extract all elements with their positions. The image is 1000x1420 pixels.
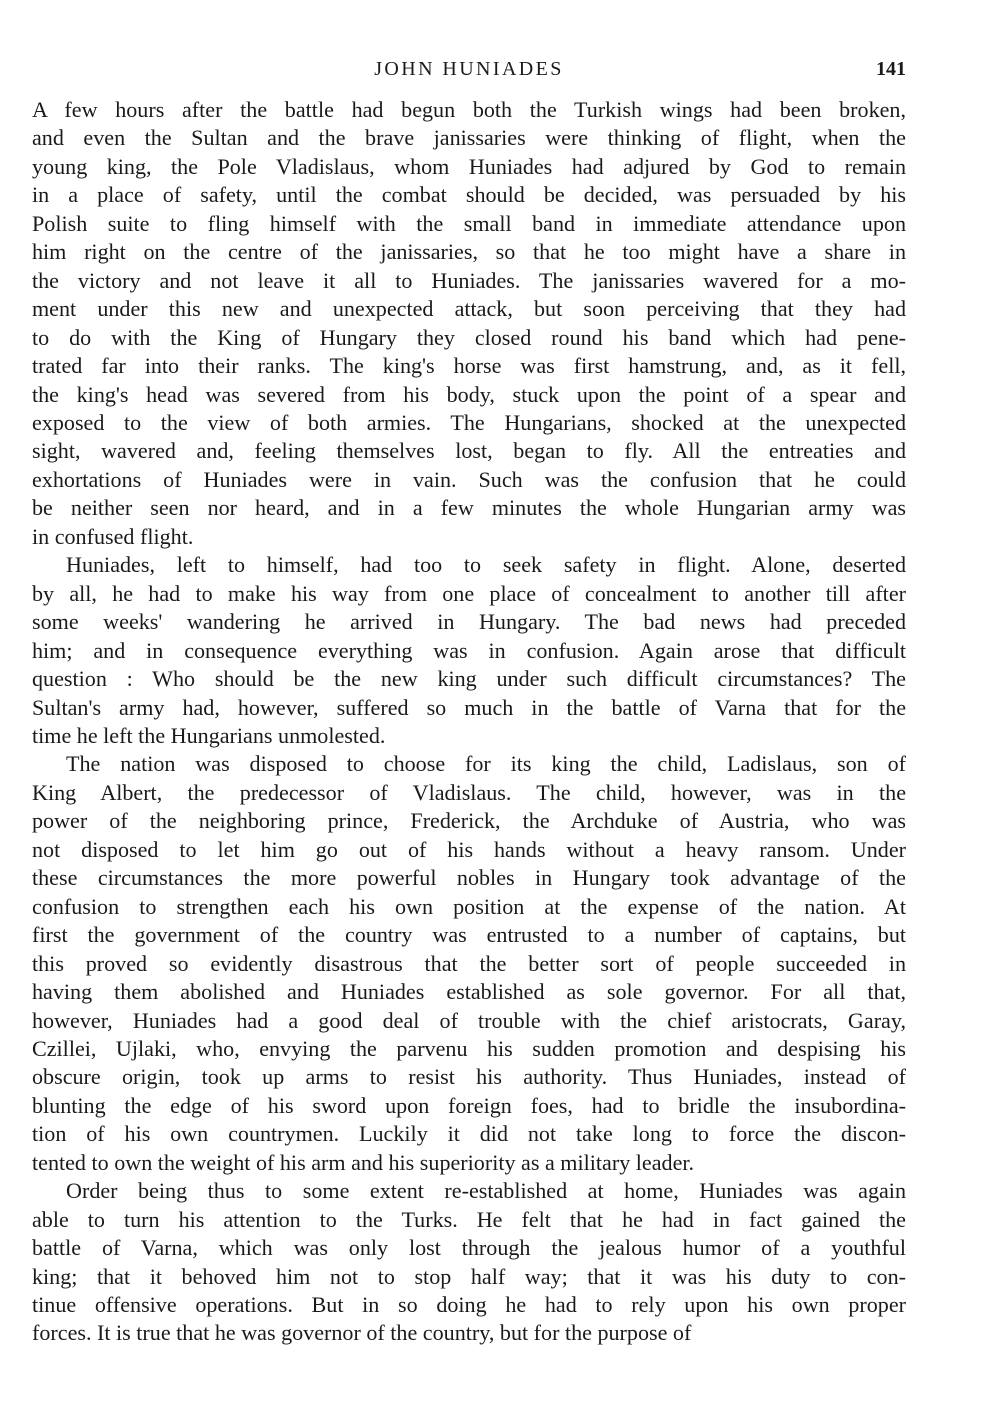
text-line: ment under this new and unexpected attack, but soon perceiving that they had: [32, 296, 906, 322]
text-line: the victory and not leave it all to Huniades. The janissaries wavered for a mo-: [32, 267, 906, 293]
text-line: him; and in consequence everything was in confusion. Again arose that difficult: [32, 637, 906, 663]
text-line: time he left the Hungarians unmolested.: [32, 722, 386, 748]
text-line: not disposed to let him go out of his hands without a heavy ransom. Under: [32, 836, 906, 862]
text-line: obscure origin, took up arms to resist his authority. Thus Huniades, instead of: [32, 1064, 906, 1090]
text-line: these circumstances the more powerful nobles in Hungary took advantage of the: [32, 865, 906, 891]
text-line: however, Huniades had a good deal of trouble with the chief aristocrats, Garay,: [32, 1007, 906, 1033]
text-line: him right on the centre of the janissaries, so that he too might have a share in: [32, 239, 906, 265]
text-line: the king's head was severed from his body, stuck upon the point of a spear and: [32, 381, 906, 407]
page-number: 141: [876, 58, 906, 80]
text-line: first the government of the country was entrusted to a number of captains, but: [32, 922, 906, 948]
text-line: exhortations of Huniades were in vain. Such was the confusion that he could: [32, 466, 906, 492]
running-head: [32, 58, 906, 94]
book-page: [32, 58, 906, 1348]
paragraph: [32, 551, 906, 750]
paragraph: [32, 1177, 906, 1348]
text-line: confusion to strengthen each his own position at the expense of the nation. At: [32, 893, 906, 919]
paragraph: [32, 96, 906, 551]
text-line: some weeks' wandering he arrived in Hungary. The bad news had preceded: [32, 609, 906, 635]
text-line: young king, the Pole Vladislaus, whom Huniades had adjured by God to remain: [32, 153, 906, 179]
running-title: JOHN HUNIADES: [374, 58, 564, 80]
text-line: having them abolished and Huniades established as sole governor. For all that,: [32, 979, 906, 1005]
text-line: Huniades, left to himself, had too to seek safety in flight. Alone, deserted: [66, 552, 906, 578]
text-line: tinue offensive operations. But in so doing he had to rely upon his own proper: [32, 1292, 906, 1318]
text-line: Sultan's army had, however, suffered so much in the battle of Varna that for the: [32, 694, 906, 720]
text-line: this proved so evidently disastrous that the better sort of people succeeded in: [32, 950, 906, 976]
text-line: and even the Sultan and the brave janissaries were thinking of flight, when the: [32, 125, 906, 151]
text-line: able to turn his attention to the Turks. He felt that he had in fact gained the: [32, 1206, 906, 1232]
text-line: in a place of safety, until the combat should be decided, was persuaded by his: [32, 182, 906, 208]
text-line: A few hours after the battle had begun both the Turkish wings had been broken,: [32, 97, 906, 122]
text-line: forces. It is true that he was governor of the country, but for the purpose of: [32, 1320, 692, 1346]
text-line: trated far into their ranks. The king's horse was first hamstrung, and, as it fell,: [32, 353, 906, 379]
text-line: battle of Varna, which was only lost through the jealous humor of a youthful: [32, 1235, 906, 1261]
text-line: power of the neighboring prince, Frederick, the Archduke of Austria, who was: [32, 808, 906, 834]
text-line: Czillei, Ujlaki, who, envying the parvenu his sudden promotion and despising his: [32, 1035, 906, 1061]
text-line: be neither seen nor heard, and in a few minutes the whole Hungarian army was: [32, 495, 906, 521]
text-line: in confused flight.: [32, 523, 194, 549]
text-line: to do with the King of Hungary they closed round his band which had pene-: [32, 324, 906, 350]
text-line: question : Who should be the new king under such difficult circumstances? The: [32, 666, 906, 692]
text-line: Order being thus to some extent re-established at home, Huniades was again: [66, 1178, 906, 1204]
body-text: [32, 96, 906, 1348]
text-line: tented to own the weight of his arm and his superiority as a military leader.: [32, 1149, 695, 1175]
text-line: tion of his own countrymen. Luckily it did not take long to force the discon-: [32, 1121, 906, 1147]
text-line: sight, wavered and, feeling themselves lost, began to fly. All the entreaties and: [32, 438, 906, 464]
text-line: king; that it behoved him not to stop half way; that it was his duty to con-: [32, 1263, 906, 1289]
text-line: exposed to the view of both armies. The Hungarians, shocked at the unexpected: [32, 409, 906, 435]
text-line: by all, he had to make his way from one place of concealment to another till after: [32, 580, 906, 606]
text-line: King Albert, the predecessor of Vladislaus. The child, however, was in the: [32, 779, 906, 805]
text-line: Polish suite to fling himself with the small band in immediate attendance upon: [32, 210, 906, 236]
text-line: The nation was disposed to choose for its king the child, Ladislaus, son of: [66, 751, 906, 777]
text-line: blunting the edge of his sword upon foreign foes, had to bridle the insubordina-: [32, 1092, 906, 1118]
paragraph: [32, 750, 906, 1177]
